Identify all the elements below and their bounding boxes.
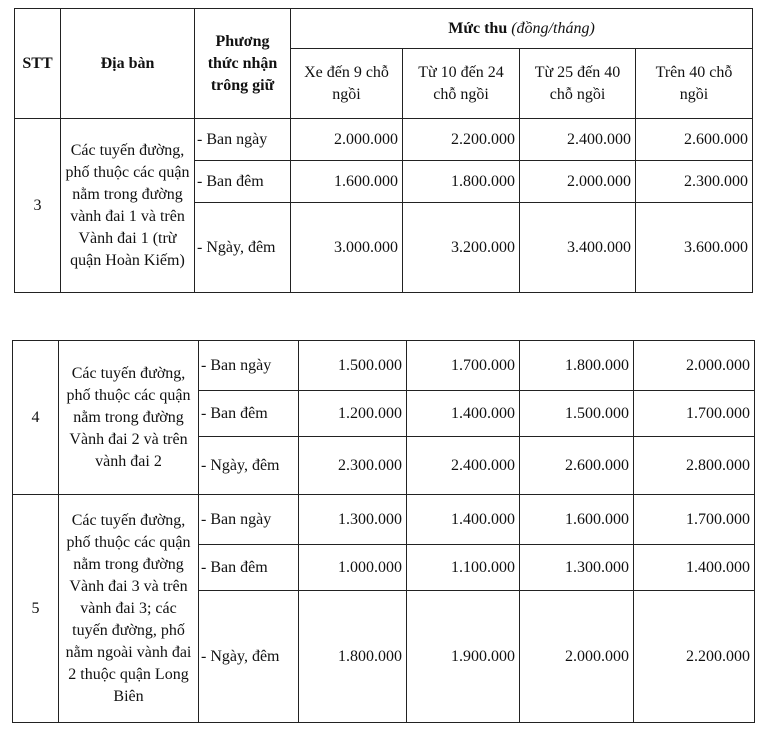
method-label: - Ban đêm — [195, 161, 291, 203]
price-cell: 1.600.000 — [291, 161, 403, 203]
method-label: - Ban đêm — [199, 545, 299, 591]
method-label: - Ngày, đêm — [195, 203, 291, 293]
price-cell: 1.300.000 — [520, 545, 634, 591]
header-fee-label: Mức thu — [448, 19, 508, 37]
price-cell: 2.000.000 — [291, 119, 403, 161]
fee-table-part-2 — [12, 340, 755, 723]
price-cell: 2.600.000 — [636, 119, 753, 161]
price-cell: 1.800.000 — [299, 591, 407, 723]
price-cell: 1.700.000 — [407, 341, 520, 391]
method-label: - Ban ngày — [195, 119, 291, 161]
header-area: Địa bàn — [61, 9, 195, 119]
row-stt: 5 — [13, 495, 59, 723]
price-cell: 1.400.000 — [634, 545, 755, 591]
price-cell: 1.700.000 — [634, 391, 755, 437]
price-cell: 1.000.000 — [299, 545, 407, 591]
row-stt: 4 — [13, 341, 59, 495]
price-cell: 1.600.000 — [520, 495, 634, 545]
price-cell: 3.400.000 — [520, 203, 636, 293]
price-cell: 1.800.000 — [403, 161, 520, 203]
price-cell: 2.600.000 — [520, 437, 634, 495]
price-cell: 1.200.000 — [299, 391, 407, 437]
method-label: - Ban ngày — [199, 495, 299, 545]
row-area: Các tuyến đường, phố thuộc các quận nằm trong đường Vành đai 2 và trên vành đai 2 — [59, 341, 199, 495]
fee-table-part-1 — [14, 8, 753, 293]
price-cell: 3.600.000 — [636, 203, 753, 293]
price-cell: 1.800.000 — [520, 341, 634, 391]
table-row — [13, 495, 755, 545]
price-cell: 3.000.000 — [291, 203, 403, 293]
price-cell: 1.500.000 — [299, 341, 407, 391]
price-cell: 2.200.000 — [634, 591, 755, 723]
header-fee-unit: (đồng/tháng) — [511, 19, 595, 37]
header-col-25-40-seats: Từ 25 đến 40 chỗ ngồi — [520, 49, 636, 119]
method-label: - Ban ngày — [199, 341, 299, 391]
price-cell: 1.300.000 — [299, 495, 407, 545]
row-area: Các tuyến đường, phố thuộc các quận nằm trong đường Vành đai 3 và trên vành đai 3; các tuyến đường, phố nằm ngoài vành đai 2 thuộc quận Long Biên — [59, 495, 199, 723]
price-cell: 2.300.000 — [299, 437, 407, 495]
table-row — [15, 119, 753, 161]
header-stt: STT — [15, 9, 61, 119]
price-cell: 1.500.000 — [520, 391, 634, 437]
price-cell: 1.100.000 — [407, 545, 520, 591]
price-cell: 1.400.000 — [407, 495, 520, 545]
header-col-9-seats: Xe đến 9 chỗ ngồi — [291, 49, 403, 119]
price-cell: 2.400.000 — [520, 119, 636, 161]
price-cell: 1.900.000 — [407, 591, 520, 723]
price-cell: 2.000.000 — [520, 161, 636, 203]
price-cell: 2.000.000 — [520, 591, 634, 723]
method-label: - Ban đêm — [199, 391, 299, 437]
price-cell: 1.700.000 — [634, 495, 755, 545]
price-cell: 2.300.000 — [636, 161, 753, 203]
table-row — [13, 341, 755, 391]
method-label: - Ngày, đêm — [199, 437, 299, 495]
row-stt: 3 — [15, 119, 61, 293]
header-fee — [291, 9, 753, 49]
header-col-10-24-seats: Từ 10 đến 24 chỗ ngồi — [403, 49, 520, 119]
header-row — [15, 9, 753, 49]
header-col-over-40-seats: Trên 40 chỗ ngồi — [636, 49, 753, 119]
method-label: - Ngày, đêm — [199, 591, 299, 723]
header-method: Phương thức nhận trông giữ — [195, 9, 291, 119]
row-area: Các tuyến đường, phố thuộc các quận nằm trong đường vành đai 1 và trên Vành đai 1 (trừ quận Hoàn Kiếm) — [61, 119, 195, 293]
price-cell: 1.400.000 — [407, 391, 520, 437]
price-cell: 2.000.000 — [634, 341, 755, 391]
price-cell: 2.800.000 — [634, 437, 755, 495]
price-cell: 2.200.000 — [403, 119, 520, 161]
price-cell: 2.400.000 — [407, 437, 520, 495]
price-cell: 3.200.000 — [403, 203, 520, 293]
